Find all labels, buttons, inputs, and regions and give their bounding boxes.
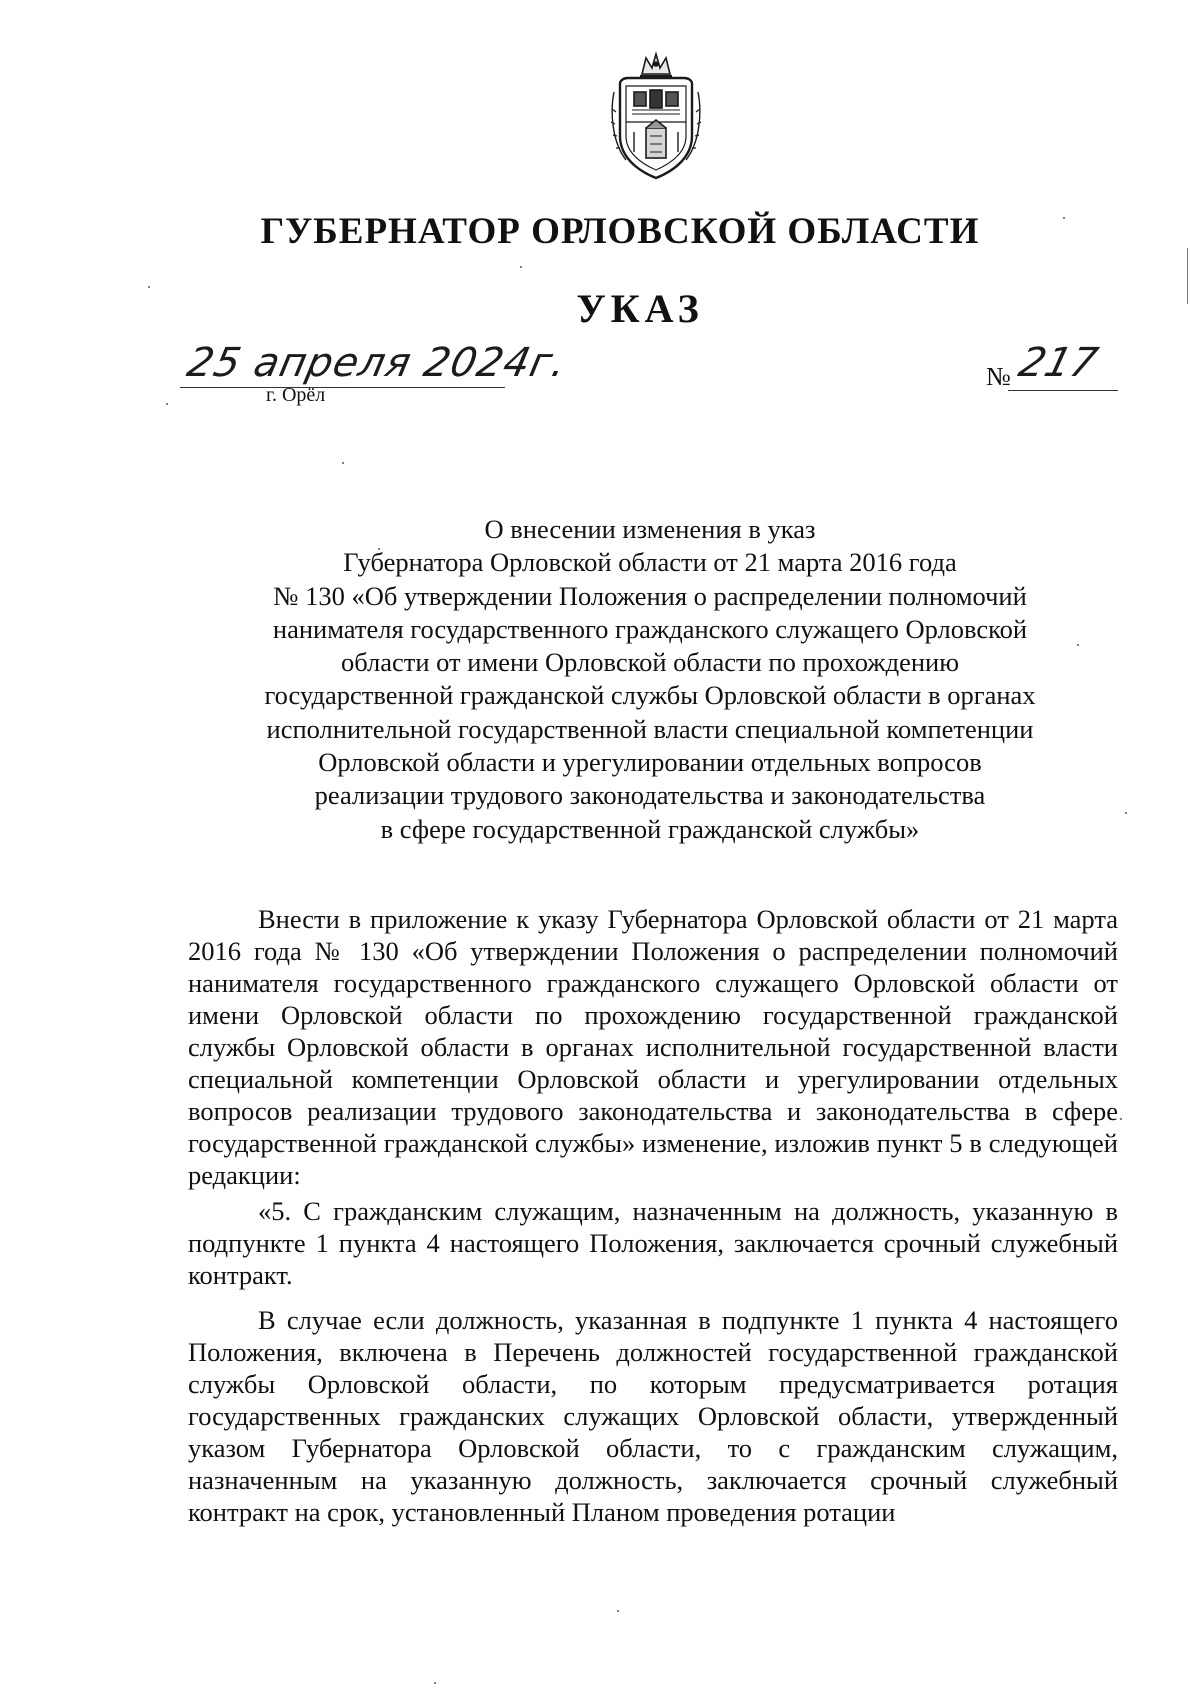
number-sign: №: [986, 362, 1011, 391]
body-paragraph: Внести в приложение к указу Губернатора Орловской области от 21 марта 2016 года № 130 «Об утверждении Положения о распределении полномочий нанимателя государственного гражданского служащего Орловской области от имени Орловской области по прохождению государственной гражданской службы Орловской области в органах исполнительной государственной власти специальной компетенции Орловской области и урегулировании отдельных вопросов реализации трудового законодательства и законодательства в сфере государственной гражданской службы» изменение, изложив пункт 5 в следующей редакции:: [188, 904, 1118, 1190]
title-line: государственной гражданской службы Орловской области в органах: [264, 680, 1036, 711]
issuing-authority: ГУБЕРНАТОР ОРЛОВСКОЙ ОБЛАСТИ: [260, 211, 980, 252]
coat-of-arms-icon: [606, 52, 706, 184]
issue-city: г. Орёл: [266, 384, 326, 406]
decree-body: [188, 903, 1118, 1528]
date-underline: [180, 387, 505, 388]
handwritten-date: 25 апреля 2024г.: [183, 340, 572, 386]
body-paragraph: В случае если должность, указанная в подпункте 1 пункта 4 настоящего Положения, включена в Перечень должностей государственной гражданской службы Орловской области, по которым предусматривается ротация государственных гражданских служащих Орловской области, утвержденный указом Губернатора Орловской области, то с гражданским служащим, назначенным на указанную должность, заключается срочный служебный контракт на срок, установленный Планом проведения ротации: [188, 1305, 1118, 1527]
body-paragraph: «5. С гражданским служащим, назначенным на должность, указанную в подпункте 1 пункта 4 настоящего Положения, заключается срочный служебный контракт.: [188, 1196, 1118, 1290]
title-line: области от имени Орловской области по прохождению: [340, 647, 960, 678]
decree-title: [200, 513, 1100, 846]
title-line: Орловской области и урегулировании отдельных вопросов: [318, 747, 982, 778]
title-line: в сфере государственной гражданской службы»: [380, 813, 920, 844]
document-type: УКАЗ: [576, 286, 704, 331]
title-line: исполнительной государственной власти специальной компетенции: [266, 713, 1034, 744]
title-line: Губернатора Орловской области от 21 марта 2016 года: [343, 547, 957, 578]
title-line: № 130 «Об утверждении Положения о распределении полномочий: [273, 580, 1027, 611]
number-underline: [1008, 390, 1118, 391]
title-line: нанимателя государственного гражданского служащего Орловской: [272, 613, 1028, 644]
handwritten-number: 217: [1014, 340, 1103, 386]
title-line: О внесении изменения в указ: [484, 514, 816, 544]
title-line: реализации трудового законодательства и законодательства: [314, 780, 986, 811]
